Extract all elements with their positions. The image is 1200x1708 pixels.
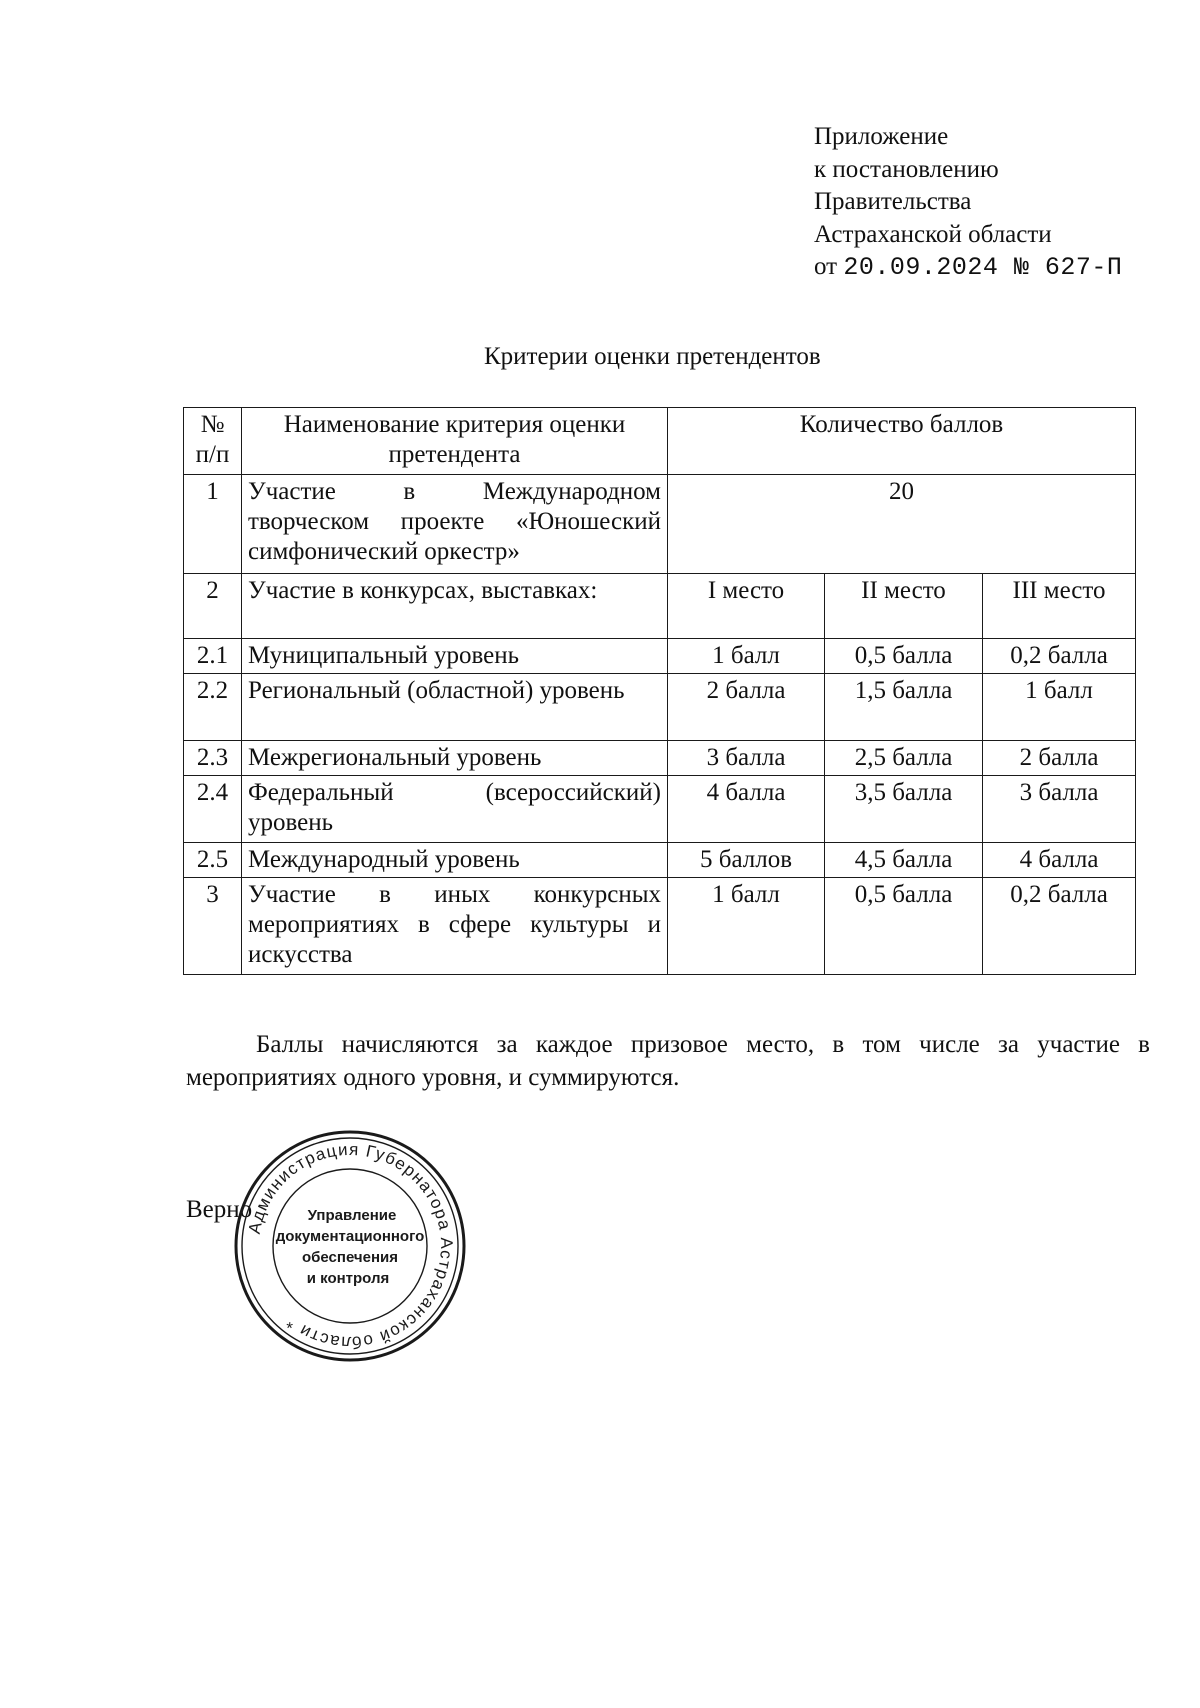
- row-num: 2.3: [184, 741, 242, 776]
- criteria-table: [183, 407, 1136, 975]
- row-place-1: 1 балл: [668, 878, 825, 975]
- table-row: [184, 475, 1136, 574]
- scoring-note: [186, 1028, 1150, 1094]
- row-place-2: 0,5 балла: [825, 639, 983, 674]
- row-1-name: Участие в Международном творческом проекте «Юношеский симфонический оркестр»: [242, 475, 668, 574]
- seal-ring-textpath: Администрация Губернатора Астраханской области *: [244, 1139, 457, 1353]
- header-points: Количество баллов: [668, 408, 1136, 475]
- row-place-3: 4 балла: [983, 843, 1136, 878]
- row-2-place-3: III место: [983, 574, 1136, 639]
- table-row: [184, 574, 1136, 639]
- row-1-points: 20: [668, 475, 1136, 574]
- row-place-1: 5 баллов: [668, 843, 825, 878]
- appendix-block: [814, 121, 1122, 285]
- row-place-2: 1,5 балла: [825, 674, 983, 741]
- row-1-num: 1: [184, 475, 242, 574]
- row-2-place-1: I место: [668, 574, 825, 639]
- row-place-2: 4,5 балла: [825, 843, 983, 878]
- table-row: [184, 843, 1136, 878]
- official-seal: [232, 1128, 468, 1364]
- appendix-line-2: к постановлению: [814, 155, 999, 183]
- table-row: [184, 741, 1136, 776]
- row-2-place-2: II место: [825, 574, 983, 639]
- appendix-line-3: Правительства: [814, 188, 972, 215]
- row-place-3: 0,2 балла: [983, 639, 1136, 674]
- row-place-1: 3 балла: [668, 741, 825, 776]
- row-name: Международный уровень: [242, 843, 668, 878]
- row-num: 2.2: [184, 674, 242, 741]
- document-title: Критерии оценки претендентов: [484, 343, 821, 370]
- seal-ring-text: [245, 1140, 456, 1352]
- header-num: № п/п: [184, 408, 242, 475]
- row-place-3: 2 балла: [983, 741, 1136, 776]
- table-header-row: [184, 408, 1136, 475]
- row-place-2: 2,5 балла: [825, 741, 983, 776]
- scoring-note-text: Баллы начисляются за каждое призовое место, в том числе за участие в мероприятиях одного уровня, и суммируются.: [186, 1031, 1150, 1091]
- verno-label: Верно: [186, 1196, 253, 1223]
- row-name: Межрегиональный уровень: [242, 741, 668, 776]
- seal-center-line-2: документационного: [275, 1228, 425, 1245]
- row-num: 3: [184, 878, 242, 975]
- table-row: [184, 639, 1136, 674]
- row-place-3: 3 балла: [983, 776, 1136, 843]
- row-name: Федеральный (всероссийский) уровень: [242, 776, 668, 843]
- header-name: Наименование критерия оценки претендента: [242, 408, 668, 475]
- row-place-3: 1 балл: [983, 674, 1136, 741]
- seal-inner-ring: [273, 1169, 427, 1323]
- row-name: Региональный (областной) уровень: [242, 674, 668, 741]
- row-place-1: 4 балла: [668, 776, 825, 843]
- row-place-1: 2 балла: [668, 674, 825, 741]
- appendix-line-4: Астраханской области: [814, 220, 1052, 248]
- seal-outer-ring: [236, 1132, 464, 1360]
- row-num: 2.1: [184, 639, 242, 674]
- row-2-num: 2: [184, 574, 242, 639]
- appendix-date-value: 20.09.2024 № 627-П: [843, 253, 1123, 282]
- seal-outer-inner-ring: [242, 1138, 458, 1354]
- row-2-name: Участие в конкурсах, выставках:: [242, 574, 668, 639]
- table-row: [184, 674, 1136, 741]
- row-name: Участие в иных конкурсных мероприятиях в сфере культуры и искусства: [242, 878, 668, 975]
- row-name: Муниципальный уровень: [242, 639, 668, 674]
- row-place-2: 0,5 балла: [825, 878, 983, 975]
- row-place-2: 3,5 балла: [825, 776, 983, 843]
- appendix-line-1: Приложение: [814, 123, 949, 150]
- row-place-3: 0,2 балла: [983, 878, 1136, 975]
- seal-center-line-3: обеспечения: [301, 1249, 399, 1266]
- table-row: [184, 776, 1136, 843]
- row-num: 2.4: [184, 776, 242, 843]
- appendix-date-line: [814, 251, 1122, 285]
- row-num: 2.5: [184, 843, 242, 878]
- seal-center-line-4: и контроля: [306, 1270, 390, 1287]
- appendix-date-prefix: от: [814, 253, 838, 280]
- row-place-1: 1 балл: [668, 639, 825, 674]
- seal-center-line-1: Управление: [307, 1207, 397, 1224]
- table-row: [184, 878, 1136, 975]
